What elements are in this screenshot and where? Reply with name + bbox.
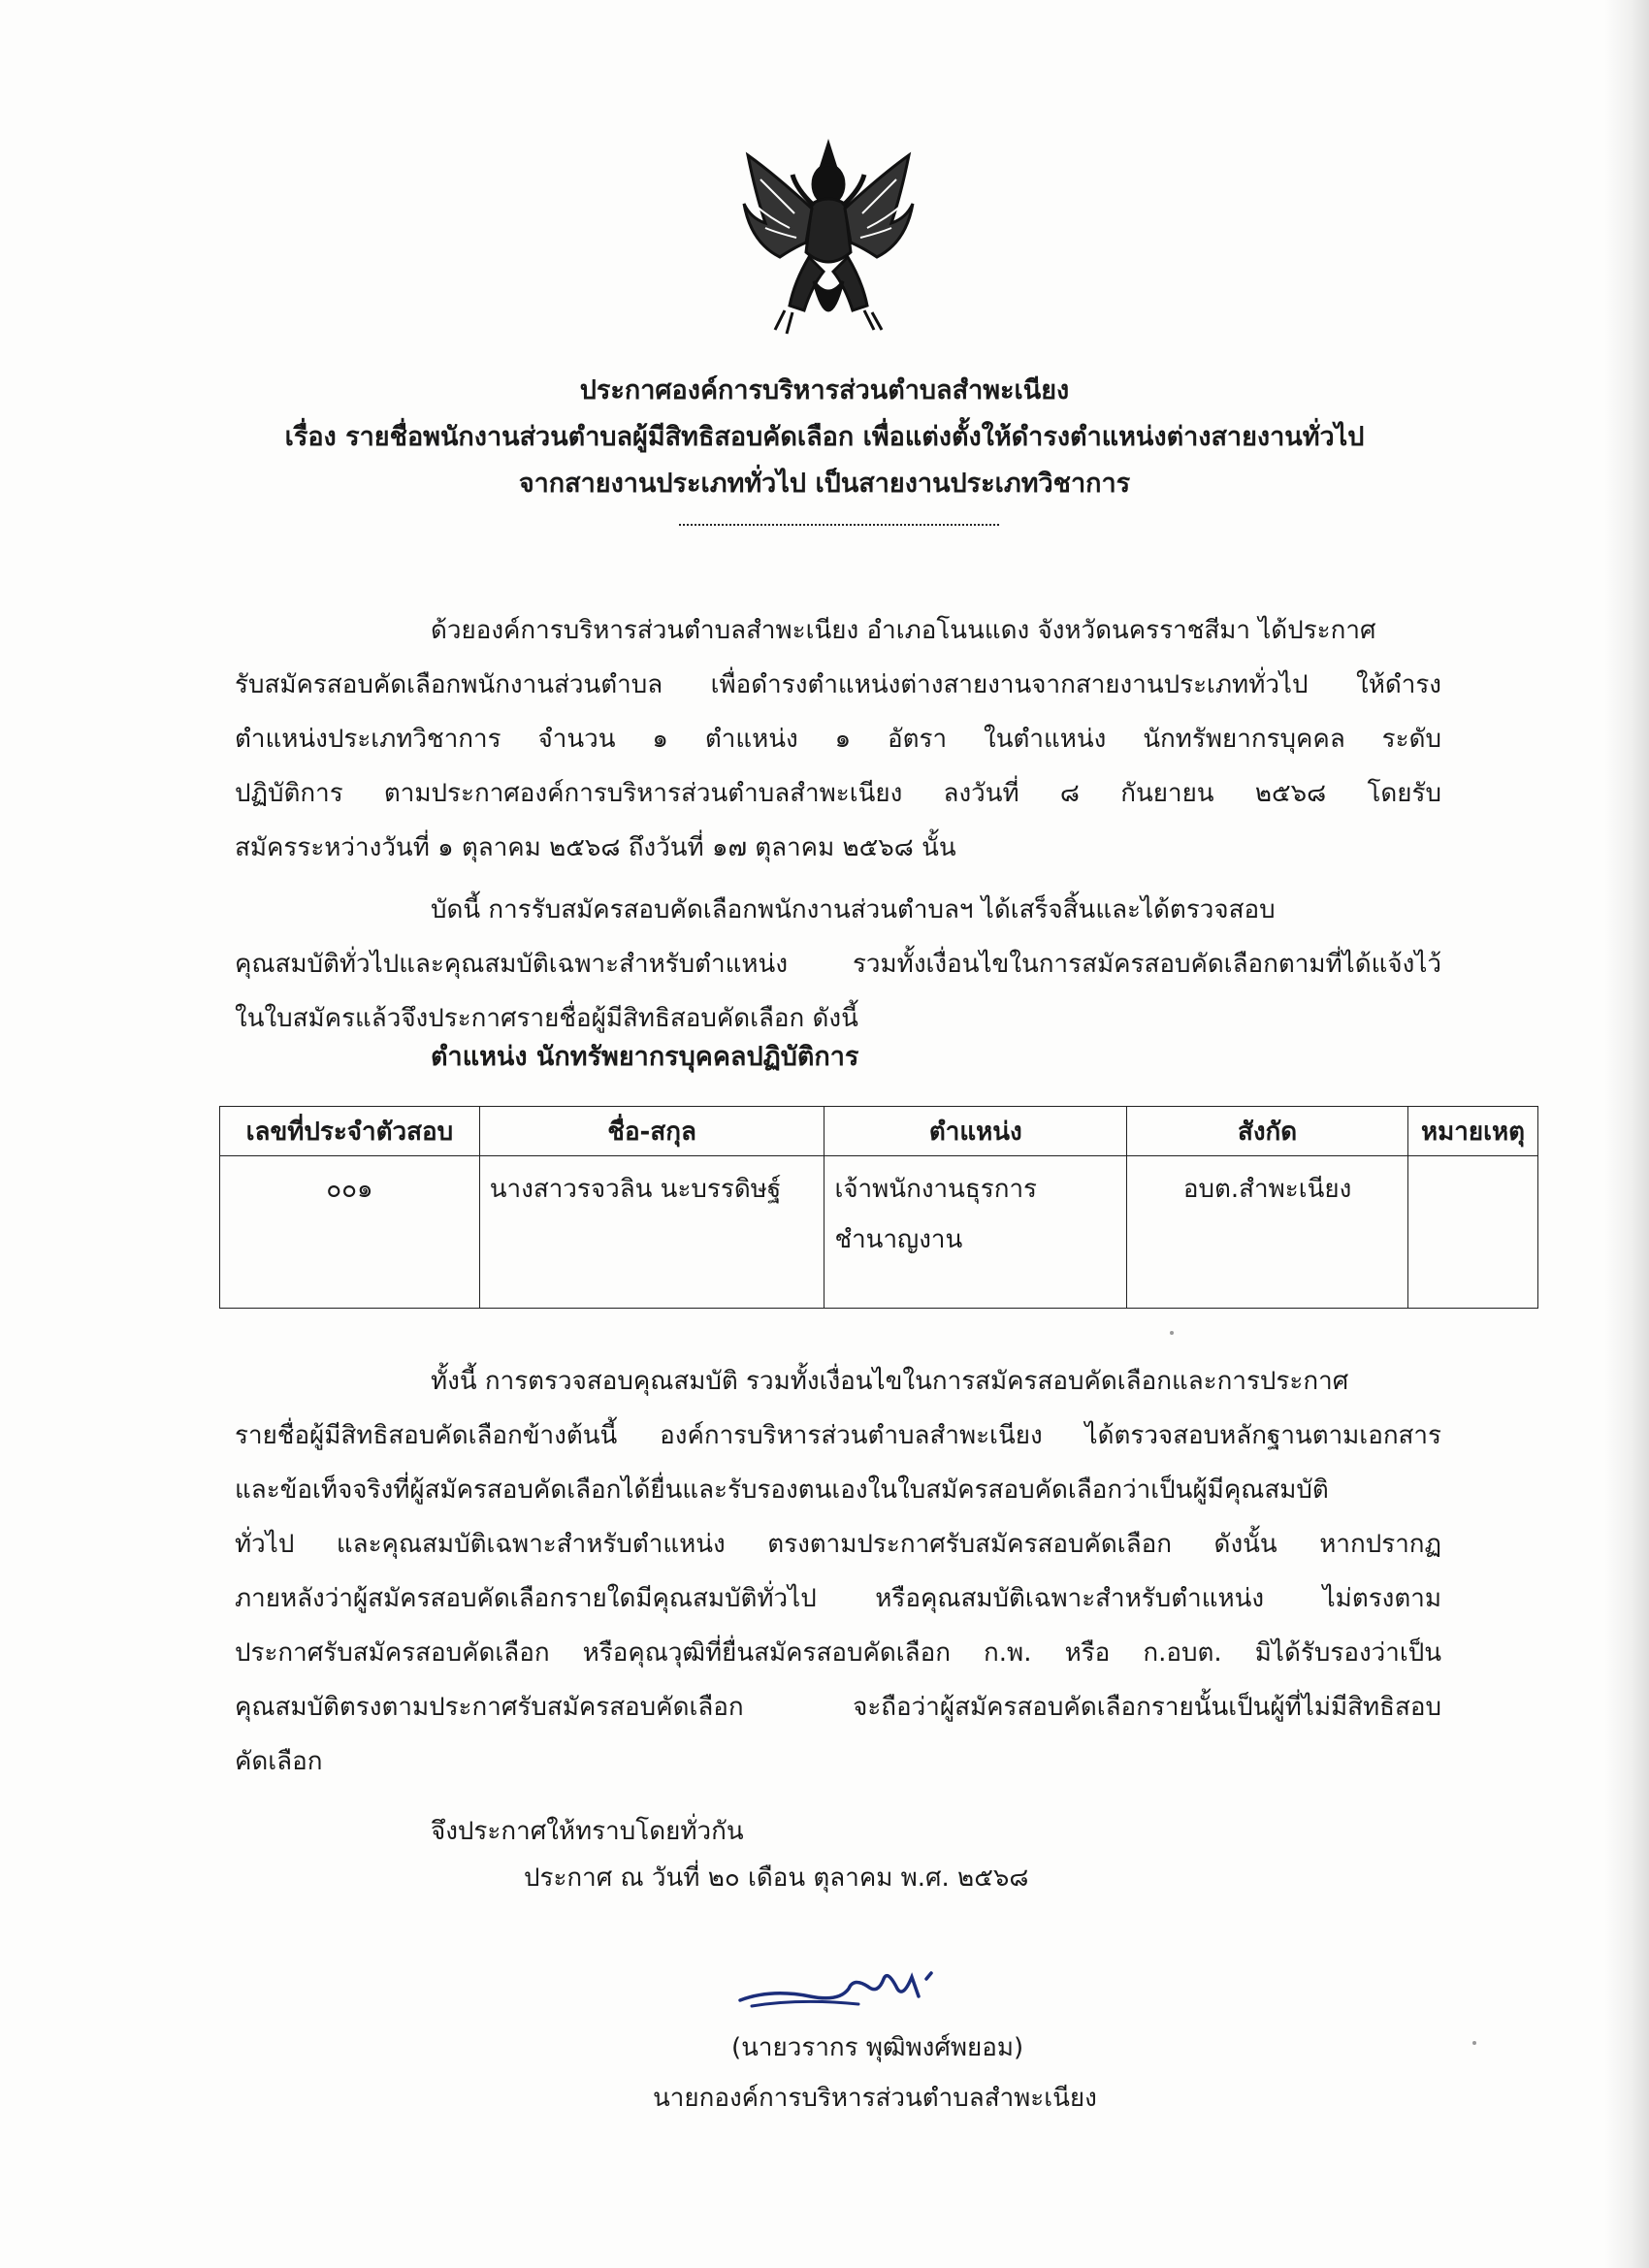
- cell-affiliation: อบต.สำพะเนียง: [1127, 1156, 1408, 1309]
- closing-statement: จึงประกาศให้ทราบโดยทั่วกัน: [431, 1817, 744, 1846]
- cell-position: [824, 1156, 1127, 1309]
- para1-line1: ด้วยองค์การบริหารส่วนตำบลสำพะเนียง อำเภอโนนแดง จังหวัดนครราชสีมา ได้ประกาศ: [431, 616, 1376, 645]
- cell-position-line1: เจ้าพนักงานธุรการ: [834, 1175, 1038, 1204]
- announcement-date: ประกาศ ณ วันที่ ๒๐ เดือน ตุลาคม พ.ศ. ๒๕๖๘: [524, 1863, 1029, 1893]
- scan-speck: [1170, 1331, 1174, 1335]
- signer-title: นายกองค์การบริหารส่วนตำบลสำพะเนียง: [653, 2084, 1097, 2113]
- para2-line1: บัดนี้ การรับสมัครสอบคัดเลือกพนักงานส่วนตำบลฯ ได้เสร็จสิ้นและได้ตรวจสอบ: [431, 895, 1276, 924]
- col-header-name: ชื่อ-สกุล: [479, 1107, 824, 1156]
- table-row: [220, 1156, 1538, 1309]
- para3-line2: รายชื่อผู้มีสิทธิสอบคัดเลือกข้างต้นนี้ องค์การบริหารส่วนตำบลสำพะเนียง ได้ตรวจสอบหลักฐานตามเอกสาร: [235, 1421, 1441, 1450]
- handwritten-signature: [732, 1950, 965, 2018]
- announcement-subject: เรื่อง รายชื่อพนักงานส่วนตำบลผู้มีสิทธิสอบคัดเลือก เพื่อแต่งตั้งให้ดำรงตำแหน่งต่างสายงานทั่วไป: [284, 422, 1365, 452]
- para2-line3: ในใบสมัครแล้วจึงประกาศรายชื่อผู้มีสิทธิสอบคัดเลือก ดังนี้: [235, 1004, 858, 1033]
- col-header-remark: หมายเหตุ: [1407, 1107, 1537, 1156]
- para3-line4: ทั่วไป และคุณสมบัติเฉพาะสำหรับตำแหน่ง ตรงตามประกาศรับสมัครสอบคัดเลือก ดังนั้น หากปรากฏ: [235, 1530, 1441, 1559]
- candidate-table: [219, 1106, 1538, 1309]
- cell-name: นางสาวรจวลิน นะบรรดิษฐ์: [479, 1156, 824, 1309]
- para2-line2: คุณสมบัติทั่วไปและคุณสมบัติเฉพาะสำหรับตำแหน่ง รวมทั้งเงื่อนไขในการสมัครสอบคัดเลือกตามที่ได้แจ้งไว้: [235, 950, 1441, 979]
- para3-line8: คัดเลือก: [235, 1747, 323, 1776]
- para1-line5: สมัครระหว่างวันที่ ๑ ตุลาคม ๒๕๖๘ ถึงวันที่ ๑๗ ตุลาคม ๒๕๖๘ นั้น: [235, 833, 956, 862]
- para1-line2: รับสมัครสอบคัดเลือกพนักงานส่วนตำบล เพื่อดำรงตำแหน่งต่างสายงานจากสายงานประเภททั่วไป ให้ดำรง: [235, 670, 1441, 699]
- col-header-position: ตำแหน่ง: [824, 1107, 1127, 1156]
- cell-exam-no: ๐๐๑: [220, 1156, 480, 1309]
- cell-remark: [1407, 1156, 1537, 1309]
- para3-line5: ภายหลังว่าผู้สมัครสอบคัดเลือกรายใดมีคุณสมบัติทั่วไป หรือคุณสมบัติเฉพาะสำหรับตำแหน่ง ไม่ตรงตาม: [235, 1584, 1441, 1613]
- signer-name: (นายวรากร พุฒิพงศ์พยอม): [731, 2033, 1024, 2062]
- para3-line3: และข้อเท็จจริงที่ผู้สมัครสอบคัดเลือกได้ยื่นและรับรองตนเองในใบสมัครสอบคัดเลือกว่าเป็นผู้มีคุณสมบัติ: [235, 1475, 1329, 1505]
- position-title: ตำแหน่ง นักทรัพยากรบุคคลปฏิบัติการ: [431, 1042, 859, 1072]
- para1-line4: ปฏิบัติการ ตามประกาศองค์การบริหารส่วนตำบลสำพะเนียง ลงวันที่ ๘ กันยายน ๒๕๖๘ โดยรับ: [235, 779, 1441, 808]
- announcement-subject-line2: จากสายงานประเภททั่วไป เป็นสายงานประเภทวิชาการ: [518, 469, 1131, 499]
- para3-line6: ประกาศรับสมัครสอบคัดเลือก หรือคุณวุฒิที่ยื่นสมัครสอบคัดเลือก ก.พ. หรือ ก.อบต. มิได้รับรองว่าเป็น: [235, 1638, 1441, 1668]
- announcement-heading: ประกาศองค์การบริหารส่วนตำบลสำพะเนียง: [579, 375, 1070, 405]
- col-header-exam-no: เลขที่ประจำตัวสอบ: [220, 1107, 480, 1156]
- scan-edge-shadow: [1604, 0, 1649, 2268]
- table-header-row: [220, 1107, 1538, 1156]
- para1-line3: ตำแหน่งประเภทวิชาการ จำนวน ๑ ตำแหน่ง ๑ อัตรา ในตำแหน่ง นักทรัพยากรบุคคล ระดับ: [235, 725, 1441, 754]
- col-header-affiliation: สังกัด: [1127, 1107, 1408, 1156]
- header-dotted-divider: [679, 524, 999, 526]
- cell-position-line2: ชำนาญงาน: [834, 1225, 963, 1254]
- para3-line7: คุณสมบัติตรงตามประกาศรับสมัครสอบคัดเลือก จะถือว่าผู้สมัครสอบคัดเลือกรายนั้นเป็นผู้ที่ไม่มีสิทธิสอบ: [235, 1693, 1441, 1722]
- scan-speck: [1472, 2041, 1476, 2045]
- para3-line1: ทั้งนี้ การตรวจสอบคุณสมบัติ รวมทั้งเงื่อนไขในการสมัครสอบคัดเลือกและการประกาศ: [431, 1367, 1349, 1396]
- garuda-emblem-icon: [736, 136, 921, 344]
